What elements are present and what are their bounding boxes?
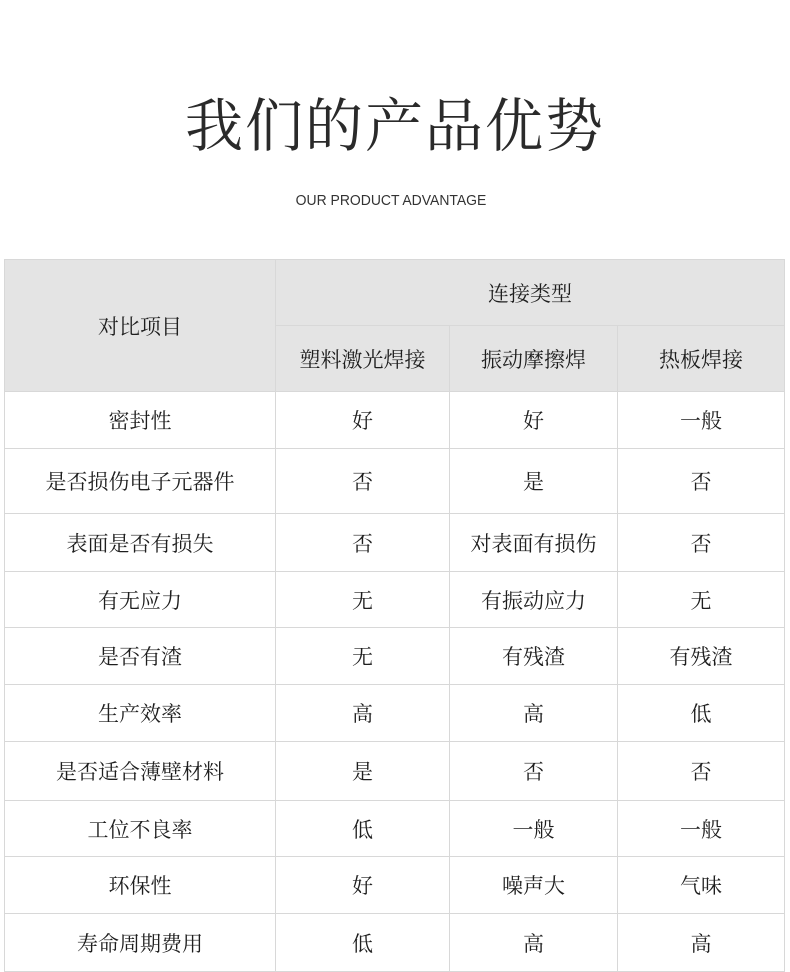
row-label: 工位不良率: [5, 801, 276, 857]
page-subtitle: OUR PRODUCT ADVANTAGE: [295, 192, 487, 209]
table-cell: 否: [276, 514, 450, 572]
table-cell: 好: [276, 392, 450, 449]
table-cell: 有振动应力: [450, 572, 618, 628]
row-label: 表面是否有损失: [5, 514, 276, 572]
table-cell: 高: [276, 685, 450, 742]
comparison-table: [4, 259, 785, 972]
group-header: 连接类型: [276, 260, 785, 326]
row-label: 生产效率: [5, 685, 276, 742]
table-cell: 一般: [618, 392, 785, 449]
table-cell: 高: [618, 914, 785, 972]
table-cell: 噪声大: [450, 857, 618, 914]
table-cell: 高: [450, 914, 618, 972]
row-label: 环保性: [5, 857, 276, 914]
table-cell: 有残渣: [450, 628, 618, 685]
table-cell: 否: [618, 742, 785, 801]
table-row: [5, 857, 785, 914]
table-cell: 否: [618, 514, 785, 572]
corner-header: 对比项目: [5, 260, 276, 392]
row-label: 有无应力: [5, 572, 276, 628]
table-row: [5, 685, 785, 742]
table-cell: 否: [618, 449, 785, 514]
column-header: 塑料激光焊接: [276, 326, 450, 392]
row-label: 密封性: [5, 392, 276, 449]
table-row: [5, 514, 785, 572]
row-label: 是否适合薄壁材料: [5, 742, 276, 801]
table-cell: 否: [276, 449, 450, 514]
page-title: 我们的产品优势: [184, 92, 605, 160]
table-cell: 否: [450, 742, 618, 801]
table-cell: 有残渣: [618, 628, 785, 685]
row-label: 寿命周期费用: [5, 914, 276, 972]
table-row: [5, 801, 785, 857]
table-cell: 好: [276, 857, 450, 914]
column-header: 振动摩擦焊: [450, 326, 618, 392]
table-cell: 无: [276, 572, 450, 628]
table-row: [5, 392, 785, 449]
table-cell: 高: [450, 685, 618, 742]
table-header: [5, 260, 785, 392]
table-row: [5, 914, 785, 972]
table-cell: 低: [276, 801, 450, 857]
table-row: [5, 742, 785, 801]
table-body: [5, 392, 785, 972]
table-row: [5, 449, 785, 514]
table-cell: 一般: [618, 801, 785, 857]
table-cell: 对表面有损伤: [450, 514, 618, 572]
table-cell: 无: [276, 628, 450, 685]
table-cell: 低: [618, 685, 785, 742]
table-cell: 无: [618, 572, 785, 628]
table-cell: 是: [276, 742, 450, 801]
column-header: 热板焊接: [618, 326, 785, 392]
table-row: [5, 628, 785, 685]
table-cell: 是: [450, 449, 618, 514]
table-cell: 低: [276, 914, 450, 972]
row-label: 是否损伤电子元器件: [5, 449, 276, 514]
table-row: [5, 572, 785, 628]
row-label: 是否有渣: [5, 628, 276, 685]
table-cell: 气味: [618, 857, 785, 914]
table-cell: 好: [450, 392, 618, 449]
table-cell: 一般: [450, 801, 618, 857]
